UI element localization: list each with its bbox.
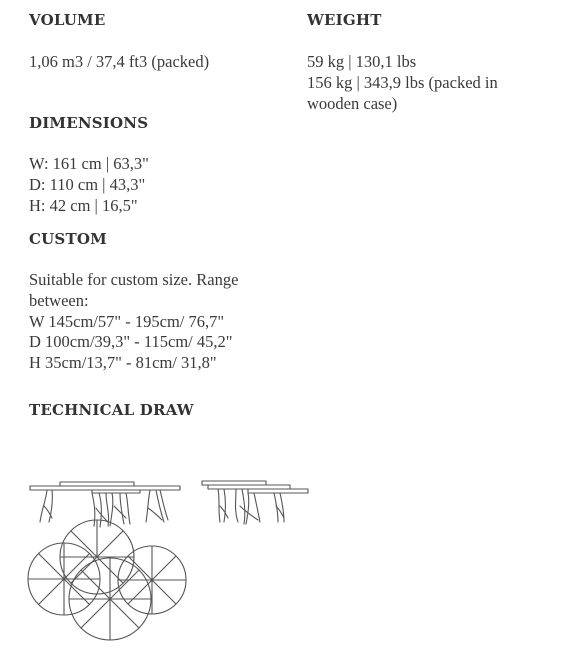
volume-text xyxy=(29,52,209,73)
plan-circle-left xyxy=(28,543,100,615)
technical-draw-heading: TECHNICAL DRAW xyxy=(29,401,194,419)
technical-drawing xyxy=(22,470,322,645)
custom-text xyxy=(29,270,238,374)
plan-view-drawing xyxy=(28,520,186,640)
custom-line: between: xyxy=(29,290,89,310)
volume-heading: VOLUME xyxy=(29,11,106,29)
dimensions-text xyxy=(29,154,149,216)
dimensions-heading: DIMENSIONS xyxy=(29,114,149,132)
volume-line: 1,06 m3 / 37,4 ft3 (packed) xyxy=(29,52,210,71)
side-elevation-drawing xyxy=(202,481,308,524)
plan-circle-bottom xyxy=(69,558,151,640)
front-elevation-drawing xyxy=(30,482,180,527)
plan-circle-top xyxy=(60,520,134,594)
dimensions-depth: D: 110 cm | 43,3" xyxy=(29,174,146,194)
custom-height-range: H 35cm/13,7" - 81cm/ 31,8" xyxy=(29,353,217,373)
custom-depth-range: D 100cm/39,3" - 115cm/ 45,2" xyxy=(29,332,233,352)
weight-line: 59 kg | 130,1 lbs xyxy=(307,52,417,71)
weight-heading: WEIGHT xyxy=(307,11,382,29)
plan-circle-right xyxy=(118,546,186,614)
dimensions-width: W: 161 cm | 63,3" xyxy=(29,154,149,173)
custom-line: Suitable for custom size. Range xyxy=(29,270,239,289)
custom-heading: CUSTOM xyxy=(29,230,107,248)
weight-line: wooden case) xyxy=(307,93,398,113)
dimensions-height: H: 42 cm | 16,5" xyxy=(29,195,138,215)
weight-text xyxy=(307,52,498,114)
custom-width-range: W 145cm/57" - 195cm/ 76,7" xyxy=(29,311,225,331)
weight-line: 156 kg | 343,9 lbs (packed in xyxy=(307,72,498,92)
